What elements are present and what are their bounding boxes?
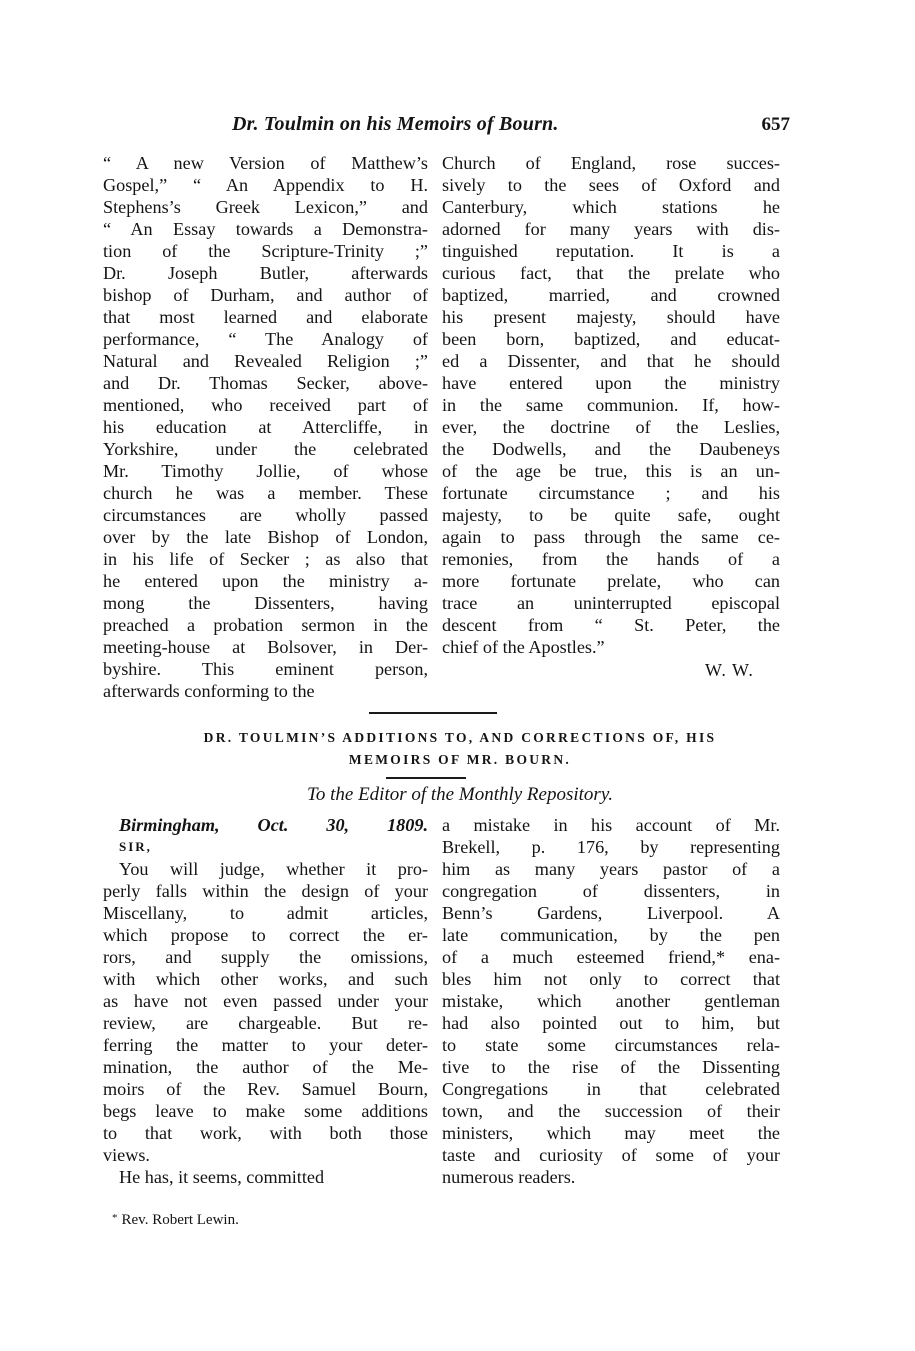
text-line: in the same communion. If, how- bbox=[442, 395, 780, 415]
text-line: baptized, married, and crowned bbox=[442, 285, 780, 305]
text-line: congregation of dissenters, in bbox=[442, 881, 780, 901]
text-line: ferring the matter to your deter- bbox=[103, 1035, 428, 1055]
section-divider bbox=[369, 712, 497, 714]
text-line: a mistake in his account of Mr. bbox=[442, 815, 780, 835]
section-title-continued: MEMOIRS OF MR. BOURN. bbox=[348, 752, 572, 767]
text-line: Miscellany, to admit articles, bbox=[103, 903, 428, 923]
text-line: Congregations in that celebrated bbox=[442, 1079, 780, 1099]
addressee: To the Editor of the Monthly Repository. bbox=[307, 784, 613, 805]
text-line: more fortunate prelate, who can bbox=[442, 571, 780, 591]
text-line: You will judge, whether it pro- bbox=[119, 859, 428, 879]
text-line: sively to the sees of Oxford and bbox=[442, 175, 780, 195]
text-line: views. bbox=[103, 1145, 150, 1165]
footnote-text: Rev. Robert Lewin. bbox=[121, 1212, 239, 1228]
text-line: review, are chargeable. But re- bbox=[103, 1013, 428, 1033]
text-line: over by the late Bishop of London, bbox=[103, 527, 428, 547]
section-title: DR. TOULMIN’S ADDITIONS TO, AND CORRECTIONS OF, HIS bbox=[203, 730, 717, 745]
text-line: have entered upon the ministry bbox=[442, 373, 780, 393]
signature: W. W. bbox=[705, 660, 754, 680]
text-line: tive to the rise of the Dissenting bbox=[442, 1057, 780, 1077]
text-line: fortunate circumstance ; and his bbox=[442, 483, 780, 503]
dateline: Birmingham, Oct. 30, 1809. bbox=[119, 815, 428, 835]
top-article-left-column bbox=[103, 152, 428, 702]
text-line: Natural and Revealed Religion ;” bbox=[103, 351, 428, 371]
text-line: of the age be true, this is an un- bbox=[442, 461, 780, 481]
text-line: tion of the Scripture-Trinity ;” bbox=[103, 241, 428, 261]
text-line: circumstances are wholly passed bbox=[103, 505, 428, 525]
text-line: and Dr. Thomas Secker, above- bbox=[103, 373, 428, 393]
text-line: He has, it seems, committed bbox=[119, 1167, 325, 1187]
second-article-left-body bbox=[103, 858, 428, 1188]
text-line: been born, baptized, and educat- bbox=[442, 329, 780, 349]
salutation: SIR, bbox=[119, 839, 152, 854]
second-article-right-column bbox=[442, 814, 780, 1188]
text-line: rors, and supply the omissions, bbox=[103, 947, 428, 967]
text-line: the Dodwells, and the Daubeneys bbox=[442, 439, 780, 459]
text-line: ever, the doctrine of the Leslies, bbox=[442, 417, 780, 437]
text-line: Gospel,” “ An Appendix to H. bbox=[103, 175, 428, 195]
text-line: adorned for many years with dis- bbox=[442, 219, 780, 239]
text-line: town, and the succession of their bbox=[442, 1101, 780, 1121]
title-divider bbox=[386, 777, 466, 779]
text-line: mistake, which another gentleman bbox=[442, 991, 780, 1011]
text-line: Benn’s Gardens, Liverpool. A bbox=[442, 903, 780, 923]
text-line: Mr. Timothy Jollie, of whose bbox=[103, 461, 428, 481]
text-line: moirs of the Rev. Samuel Bourn, bbox=[103, 1079, 428, 1099]
text-line: performance, “ The Analogy of bbox=[103, 329, 428, 349]
text-line: meeting-house at Bolsover, in Der- bbox=[103, 637, 428, 657]
text-line: Canterbury, which stations he bbox=[442, 197, 780, 217]
text-line: bishop of Durham, and author of bbox=[103, 285, 428, 305]
text-line: which propose to correct the er- bbox=[103, 925, 428, 945]
text-line: ed a Dissenter, and that he should bbox=[442, 351, 780, 371]
text-line: with which other works, and such bbox=[103, 969, 428, 989]
text-line: as have not even passed under your bbox=[103, 991, 428, 1011]
text-line: church he was a member. These bbox=[103, 483, 428, 503]
text-line: Yorkshire, under the celebrated bbox=[103, 439, 428, 459]
text-line: ministers, which may meet the bbox=[442, 1123, 780, 1143]
text-line: chief of the Apostles.” bbox=[442, 637, 605, 657]
text-line: descent from “ St. Peter, the bbox=[442, 615, 780, 635]
text-line: in his life of Secker ; as also that bbox=[103, 549, 428, 569]
text-line: to that work, with both those bbox=[103, 1123, 428, 1143]
page-number: 657 bbox=[761, 114, 790, 135]
text-line: begs leave to make some additions bbox=[103, 1101, 428, 1121]
text-line: Brekell, p. 176, by representing bbox=[442, 837, 780, 857]
text-line: mentioned, who received part of bbox=[103, 395, 428, 415]
text-line: numerous readers. bbox=[442, 1167, 576, 1187]
footnote-mark: * bbox=[112, 1212, 118, 1224]
text-line: mong the Dissenters, having bbox=[103, 593, 428, 613]
text-line: he entered upon the ministry a- bbox=[103, 571, 428, 591]
text-line: curious fact, that the prelate who bbox=[442, 263, 780, 283]
second-article-left-column bbox=[103, 814, 428, 1188]
text-line: Stephens’s Greek Lexicon,” and bbox=[103, 197, 428, 217]
text-line: trace an uninterrupted episcopal bbox=[442, 593, 780, 613]
text-line: had also pointed out to him, but bbox=[442, 1013, 780, 1033]
text-line: again to pass through the same ce- bbox=[442, 527, 780, 547]
text-line: him as many years pastor of a bbox=[442, 859, 780, 879]
text-line: remonies, from the hands of a bbox=[442, 549, 780, 569]
running-head bbox=[100, 113, 790, 139]
text-line: his education at Attercliffe, in bbox=[103, 417, 428, 437]
top-article-right-column bbox=[442, 152, 780, 658]
text-line: taste and curiosity of some of your bbox=[442, 1145, 780, 1165]
text-line: that most learned and elaborate bbox=[103, 307, 428, 327]
text-line: “ A new Version of Matthew’s bbox=[103, 153, 428, 173]
text-line: perly falls within the design of your bbox=[103, 881, 428, 901]
text-line: bles him not only to correct that bbox=[442, 969, 780, 989]
text-line: late communication, by the pen bbox=[442, 925, 780, 945]
text-line: to state some circumstances rela- bbox=[442, 1035, 780, 1055]
text-line: “ An Essay towards a Demonstra- bbox=[103, 219, 428, 239]
text-line: Church of England, rose succes- bbox=[442, 153, 780, 173]
footnote bbox=[112, 1212, 239, 1229]
text-line: mination, the author of the Me- bbox=[103, 1057, 428, 1077]
text-line: Dr. Joseph Butler, afterwards bbox=[103, 263, 428, 283]
text-line: preached a probation sermon in the bbox=[103, 615, 428, 635]
text-line: byshire. This eminent person, bbox=[103, 659, 428, 679]
text-line: majesty, to be quite safe, ought bbox=[442, 505, 780, 525]
text-line: of a much esteemed friend,* ena- bbox=[442, 947, 780, 967]
running-title: Dr. Toulmin on his Memoirs of Bourn. bbox=[232, 113, 559, 135]
text-line: tinguished reputation. It is a bbox=[442, 241, 780, 261]
text-line: his present majesty, should have bbox=[442, 307, 780, 327]
text-line: afterwards conforming to the bbox=[103, 681, 315, 701]
